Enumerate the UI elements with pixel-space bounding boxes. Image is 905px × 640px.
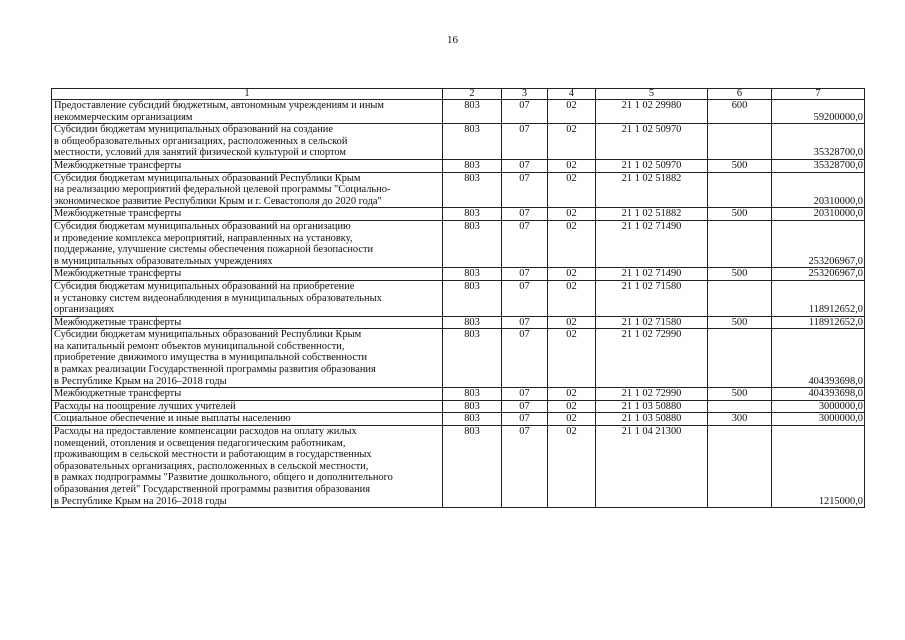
row-description: Межбюджетные трансферты: [52, 388, 443, 401]
amount-value: 404393698,0: [772, 329, 865, 388]
expense-type-code: [708, 172, 772, 208]
ministry-code: 803: [443, 172, 502, 208]
row-description: Субсидия бюджетам муниципальных образований Республики Крым на реализацию мероприятий федеральной целевой программы "Социально- экономическое развитие Республики Крым и г. Севастополя до 2020 года": [52, 172, 443, 208]
target-item-code: 21 1 02 29980: [596, 100, 708, 124]
column-header: 1: [52, 89, 443, 100]
subsection-code: 02: [548, 329, 596, 388]
subsection-code: 02: [548, 208, 596, 221]
subsection-code: 02: [548, 268, 596, 281]
target-item-code: 21 1 04 21300: [596, 426, 708, 508]
header-row: [52, 89, 865, 100]
target-item-code: 21 1 02 50970: [596, 159, 708, 172]
target-item-code: 21 1 02 51882: [596, 208, 708, 221]
target-item-code: 21 1 02 71580: [596, 280, 708, 316]
column-header: 5: [596, 89, 708, 100]
expense-type-code: 500: [708, 159, 772, 172]
amount-value: 20310000,0: [772, 172, 865, 208]
section-code: 07: [502, 159, 548, 172]
row-description: Межбюджетные трансферты: [52, 268, 443, 281]
target-item-code: 21 1 02 72990: [596, 329, 708, 388]
table-row: [52, 388, 865, 401]
target-item-code: 21 1 02 50970: [596, 124, 708, 160]
section-code: 07: [502, 172, 548, 208]
budget-table: [51, 88, 865, 508]
ministry-code: 803: [443, 400, 502, 413]
row-description: Субсидии бюджетам муниципальных образований на создание в общеобразовательных организациях, расположенных в сельской местности, условий для занятий физической культурой и спортом: [52, 124, 443, 160]
row-description: Субсидия бюджетам муниципальных образований на организацию и проведение комплекса мероприятий, направленных на установку, поддержание, улучшение системы обеспечения пожарной безопасности в муниципальных образовательных учреждениях: [52, 220, 443, 267]
table-row: [52, 172, 865, 208]
table-row: [52, 400, 865, 413]
expense-type-code: [708, 220, 772, 267]
expense-type-code: [708, 400, 772, 413]
ministry-code: 803: [443, 413, 502, 426]
column-header: 6: [708, 89, 772, 100]
row-description: Межбюджетные трансферты: [52, 208, 443, 221]
target-item-code: 21 1 02 51882: [596, 172, 708, 208]
ministry-code: 803: [443, 124, 502, 160]
section-code: 07: [502, 316, 548, 329]
ministry-code: 803: [443, 100, 502, 124]
target-item-code: 21 1 02 71580: [596, 316, 708, 329]
expense-type-code: [708, 280, 772, 316]
subsection-code: 02: [548, 159, 596, 172]
section-code: 07: [502, 268, 548, 281]
table-row: [52, 413, 865, 426]
amount-value: 1215000,0: [772, 426, 865, 508]
column-header: 7: [772, 89, 865, 100]
amount-value: 3000000,0: [772, 413, 865, 426]
subsection-code: 02: [548, 426, 596, 508]
expense-type-code: 500: [708, 268, 772, 281]
expense-type-code: 500: [708, 316, 772, 329]
subsection-code: 02: [548, 220, 596, 267]
column-header: 2: [443, 89, 502, 100]
page-number: 16: [447, 34, 458, 46]
target-item-code: 21 1 03 50880: [596, 413, 708, 426]
subsection-code: 02: [548, 172, 596, 208]
column-header: 4: [548, 89, 596, 100]
table-row: [52, 159, 865, 172]
table-row: [52, 316, 865, 329]
expense-type-code: [708, 124, 772, 160]
ministry-code: 803: [443, 329, 502, 388]
section-code: 07: [502, 100, 548, 124]
row-description: Предоставление субсидий бюджетным, автономным учреждениям и иным некоммерческим организациям: [52, 100, 443, 124]
expense-type-code: 600: [708, 100, 772, 124]
section-code: 07: [502, 400, 548, 413]
row-description: Межбюджетные трансферты: [52, 316, 443, 329]
section-code: 07: [502, 413, 548, 426]
expense-type-code: 500: [708, 208, 772, 221]
target-item-code: 21 1 03 50880: [596, 400, 708, 413]
ministry-code: 803: [443, 426, 502, 508]
table-row: [52, 220, 865, 267]
ministry-code: 803: [443, 220, 502, 267]
amount-value: 59200000,0: [772, 100, 865, 124]
row-description: Субсидии бюджетам муниципальных образований Республики Крым на капитальный ремонт объектов муниципальной собственности, приобретение движимого имущества в муниципальной собственности в рамках реализации Государственной программы развития образования в Республике Крым на 2016–2018 годы: [52, 329, 443, 388]
amount-value: 118912652,0: [772, 280, 865, 316]
ministry-code: 803: [443, 280, 502, 316]
row-description: Социальное обеспечение и иные выплаты населению: [52, 413, 443, 426]
ministry-code: 803: [443, 268, 502, 281]
ministry-code: 803: [443, 159, 502, 172]
expense-type-code: 300: [708, 413, 772, 426]
section-code: 07: [502, 280, 548, 316]
section-code: 07: [502, 220, 548, 267]
ministry-code: 803: [443, 208, 502, 221]
section-code: 07: [502, 124, 548, 160]
amount-value: 20310000,0: [772, 208, 865, 221]
column-header: 3: [502, 89, 548, 100]
expense-type-code: 500: [708, 388, 772, 401]
ministry-code: 803: [443, 388, 502, 401]
row-description: Субсидия бюджетам муниципальных образований на приобретение и установку систем видеонаблюдения в муниципальных образовательных организациях: [52, 280, 443, 316]
amount-value: 253206967,0: [772, 220, 865, 267]
subsection-code: 02: [548, 280, 596, 316]
row-description: Межбюджетные трансферты: [52, 159, 443, 172]
table-row: [52, 426, 865, 508]
target-item-code: 21 1 02 71490: [596, 220, 708, 267]
table-row: [52, 208, 865, 221]
row-description: Расходы на поощрение лучших учителей: [52, 400, 443, 413]
section-code: 07: [502, 329, 548, 388]
section-code: 07: [502, 426, 548, 508]
section-code: 07: [502, 208, 548, 221]
subsection-code: 02: [548, 316, 596, 329]
table-row: [52, 268, 865, 281]
amount-value: 3000000,0: [772, 400, 865, 413]
subsection-code: 02: [548, 400, 596, 413]
expense-type-code: [708, 426, 772, 508]
amount-value: 35328700,0: [772, 124, 865, 160]
section-code: 07: [502, 388, 548, 401]
row-description: Расходы на предоставление компенсации расходов на оплату жилых помещений, отопления и освещения педагогическим работникам, проживающим в сельской местности и работающим в государственных образовательных организациях, расположенных в сельской местности, в рамках подпрограммы "Развитие дошкольного, общего и дополнительного образования детей" Государственной программы развития образования в Республике Крым на 2016–2018 годы: [52, 426, 443, 508]
target-item-code: 21 1 02 72990: [596, 388, 708, 401]
table-body: [52, 89, 865, 508]
table-row: [52, 100, 865, 124]
target-item-code: 21 1 02 71490: [596, 268, 708, 281]
subsection-code: 02: [548, 124, 596, 160]
subsection-code: 02: [548, 100, 596, 124]
amount-value: 404393698,0: [772, 388, 865, 401]
table-row: [52, 280, 865, 316]
table-row: [52, 329, 865, 388]
expense-type-code: [708, 329, 772, 388]
subsection-code: 02: [548, 388, 596, 401]
amount-value: 253206967,0: [772, 268, 865, 281]
subsection-code: 02: [548, 413, 596, 426]
ministry-code: 803: [443, 316, 502, 329]
table-row: [52, 124, 865, 160]
amount-value: 35328700,0: [772, 159, 865, 172]
amount-value: 118912652,0: [772, 316, 865, 329]
